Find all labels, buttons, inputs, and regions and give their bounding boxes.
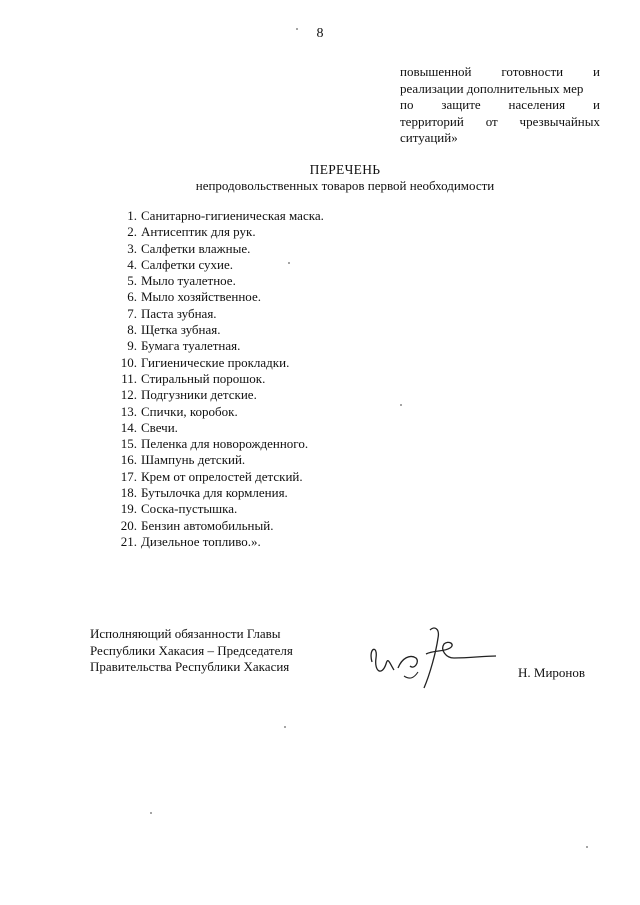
header-line [400,64,600,81]
item-number: 18. [120,485,137,501]
list-item [0,306,640,322]
header-word: чрезвычайных [519,113,600,129]
goods-list [0,208,640,550]
list-item [0,322,640,338]
scan-speck [284,726,286,728]
list-item [0,241,640,257]
scan-speck [586,846,588,848]
signer-position-line: Правительства Республики Хакасия [90,659,290,674]
item-text: Салфетки сухие. [141,256,234,272]
header-word: и [593,64,600,79]
list-item [0,355,640,371]
item-number: 7. [127,305,137,321]
item-text: Шампунь детский. [141,452,246,468]
signer-position-line: Исполняющий обязанности Главы [90,626,281,641]
list-item [0,518,640,534]
item-text: Бутылочка для кормления. [141,485,288,501]
item-number: 10. [120,354,137,370]
header-word: защите [441,97,481,112]
signer-position [90,626,390,676]
header-line [400,97,600,114]
header-word: населения [508,97,566,112]
item-text: Стиральный порошок. [141,370,266,386]
item-text: Подгузники детские. [141,387,257,403]
header-word: по [400,97,414,112]
item-text: Гигиенические прокладки. [141,354,290,370]
item-number: 19. [120,501,137,517]
list-item [0,289,640,305]
list-item [0,485,640,501]
item-text: Щетка зубная. [141,322,221,338]
item-number: 15. [120,436,137,452]
list-item [0,420,640,436]
list-title: ПЕРЕЧЕНЬ [309,162,381,177]
list-item [0,436,640,452]
list-item [0,452,640,468]
item-text: Антисептик для рук. [141,224,256,240]
item-text: Паста зубная. [141,305,217,321]
item-number: 14. [120,419,137,435]
scan-speck [288,262,290,264]
item-number: 20. [120,517,137,533]
list-item [0,273,640,289]
item-text: Бумага туалетная. [141,338,241,354]
item-text: Свечи. [141,419,178,435]
item-text: Санитарно-гигиеническая маска. [141,208,324,223]
list-item [0,501,640,517]
list-item [0,257,640,273]
item-number: 2. [127,224,137,240]
item-number: 12. [120,387,137,403]
list-item [0,371,640,387]
item-text: Пеленка для новорожденного. [141,436,309,452]
item-number: 9. [127,338,137,354]
page-number: 8 [316,26,324,41]
item-text: Соска-пустышка. [141,501,238,517]
header-word: повышенной [400,64,472,79]
item-number: 16. [120,452,137,468]
header-word: территорий [400,113,464,129]
header-word: от [485,113,498,129]
header-line: реализации дополнительных мер [400,80,584,96]
list-subtitle: непродовольственных товаров первой необходимости [195,178,495,193]
item-number: 8. [127,322,137,338]
scan-speck [400,404,402,406]
list-item [0,224,640,240]
item-text: Салфетки влажные. [141,240,251,256]
item-number: 11. [121,370,137,386]
item-text: Дизельное топливо.». [141,533,261,549]
item-number: 6. [127,289,137,305]
item-number: 4. [127,256,137,272]
list-item [0,338,640,354]
list-item [0,534,640,550]
handwritten-signature [360,618,520,698]
scan-speck [296,28,298,30]
scan-speck [150,812,152,814]
item-text: Спички, коробок. [141,403,238,419]
item-number: 13. [120,403,137,419]
list-item [0,208,640,224]
list-item [0,387,640,403]
list-item [0,404,640,420]
item-number: 17. [120,468,137,484]
header-word: готовности [501,64,564,79]
item-number: 5. [127,273,137,289]
header-word: и [593,97,600,112]
signer-name: Н. Миронов [518,665,585,680]
item-text: Бензин автомобильный. [141,517,274,533]
list-item [0,469,640,485]
header-line [400,114,600,131]
signer-position-line: Республики Хакасия – Председателя [90,642,293,658]
header-line: ситуаций» [400,130,458,145]
document-header-reference [400,64,600,147]
item-number: 21. [120,533,137,549]
item-text: Мыло хозяйственное. [141,289,261,305]
item-text: Крем от опрелостей детский. [141,468,303,484]
item-number: 3. [127,240,137,256]
item-text: Мыло туалетное. [141,273,236,289]
item-number: 1. [127,208,137,223]
